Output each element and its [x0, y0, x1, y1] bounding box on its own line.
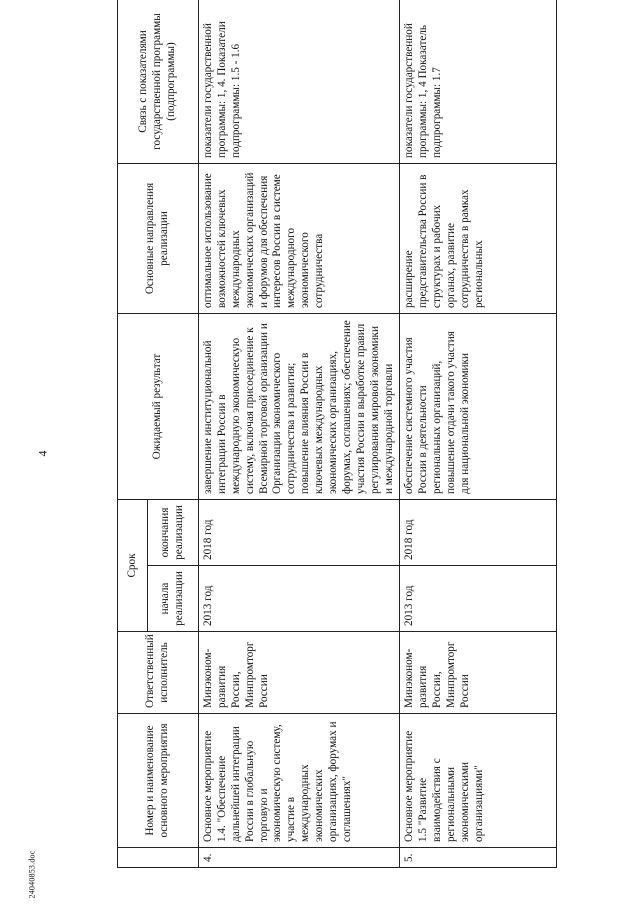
table-row	[199, 0, 400, 868]
expected-result: завершение институциональной интеграции России в международную экономическую систему, включая присоединение к Всемирной торговой организации и Организации экономического сотрудничества и развития; повышение влияния России в ключевых международных экономических организациях, форумах, соглашениях; обеспечение участия России в выработке правил регулирования мировой экономики и международной торговли	[199, 314, 400, 500]
indicator-link: показатели государственной программы: 1, 4. Показатели подпрограммы: 1.5 - 1.6	[199, 0, 400, 164]
executor: Минэконом-развития России, Минпромторг России	[199, 632, 400, 714]
start-year: 2013 год	[199, 566, 400, 632]
page-number: 4	[35, 450, 50, 457]
end-year: 2018 год	[400, 500, 557, 566]
start-year: 2013 год	[400, 566, 557, 632]
header-term: Срок	[118, 500, 148, 632]
header-link: Связь с показателями государственной программы (подпрограммы)	[118, 0, 199, 164]
header-result: Ожидаемый результат	[118, 314, 199, 500]
row-number: 5.	[400, 848, 557, 868]
executor: Минэконом-развития России, Минпромторг России	[400, 632, 557, 714]
header-executor: Ответственный исполнитель	[118, 632, 199, 714]
expected-result: обеспечение системного участия России в деятельности региональных организаций, повышение отдачи такого участия для национальной экономики	[400, 314, 557, 500]
header-directions: Основные направления реализации	[118, 164, 199, 314]
end-year: 2018 год	[199, 500, 400, 566]
header-start: начала реализации	[148, 566, 199, 632]
directions: оптимальное использование возможностей ключевых международных экономических организаций и форумов для обеспечения интересов России в системе международного экономического сотрудничества	[199, 164, 400, 314]
rotated-table-wrapper	[117, 0, 624, 868]
file-tag: 24040853.doc	[27, 850, 37, 899]
measure-name: Основное мероприятие 1.5 "Развитие взаимодействия с региональными экономическими организациями"	[400, 714, 557, 848]
header-name: Номер и наименование основного мероприятия	[118, 714, 199, 848]
indicator-link: показатели государственной программы: 1, 4 Показатель подпрограммы: 1.7	[400, 0, 557, 164]
header-end: окончания реализации	[148, 500, 199, 566]
row-number: 4.	[199, 848, 400, 868]
header-num-cell	[118, 848, 199, 868]
directions: расширение представительства России в структурах и рабочих органах, развитие сотрудничества в рамках региональных	[400, 164, 557, 314]
header-row-top	[118, 0, 148, 868]
measures-table	[117, 0, 557, 868]
table-row	[400, 0, 557, 868]
measure-name: Основное мероприятие 1.4. "Обеспечение дальнейшей интеграции России в глобальную торговую и экономическую систему, участие в международных экономических организациях, форумах и соглашениях"	[199, 714, 400, 848]
